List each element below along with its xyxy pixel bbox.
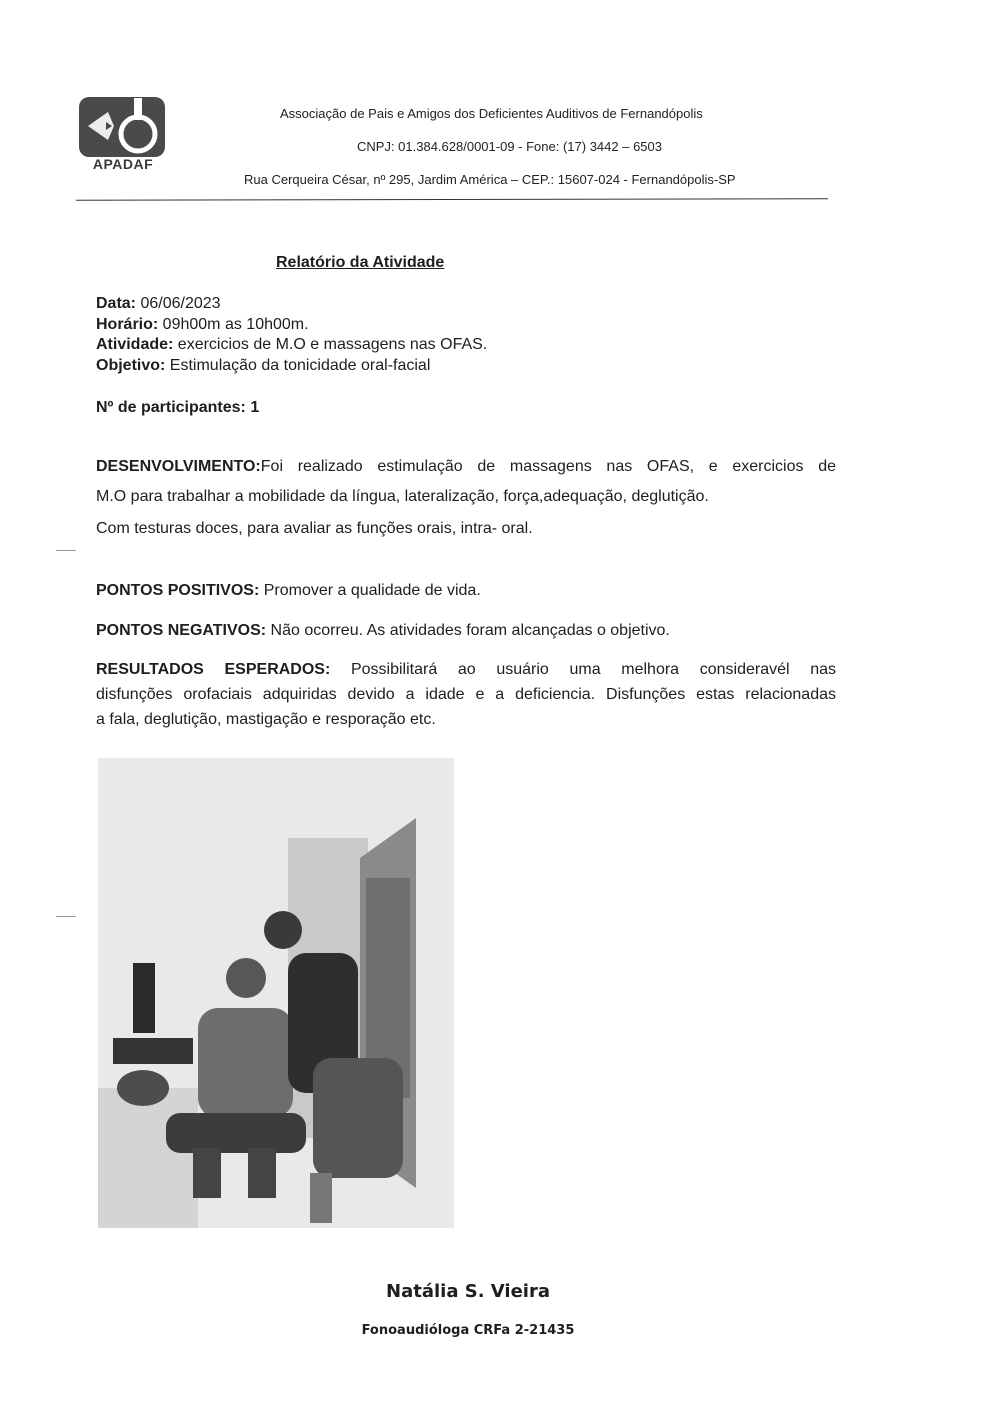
activity-label: Atividade: — [96, 336, 174, 353]
objective-line — [96, 356, 430, 376]
date-label: Data: — [96, 295, 137, 312]
org-name: Associação de Pais e Amigos dos Deficientes Auditivos de Fernandópolis — [280, 106, 703, 121]
time-line — [96, 315, 309, 335]
negative-line — [96, 622, 836, 640]
expected-text-2: disfunções orofaciais adquiridas devido a idade e a deficiencia. Disfunções estas relacionadas — [96, 686, 836, 703]
punch-mark — [56, 550, 76, 551]
negative-value: Não ocorreu. As atividades foram alcançadas o objetivo. — [266, 622, 670, 639]
activity-line — [96, 335, 487, 355]
expected-text-1: Possibilitará ao usuário uma melhora consideravél nas — [330, 661, 837, 678]
activity-value: exercicios de M.O e massagens nas OFAS. — [173, 336, 488, 353]
activity-photo — [98, 758, 454, 1228]
logo-text: APADAF — [92, 156, 154, 172]
expected-label: RESULTADOS ESPERADOS: — [96, 661, 331, 678]
development-label: DESENVOLVIMENTO: — [96, 458, 261, 475]
signature-role: Fonoaudióloga CRFa 2-21435 — [361, 1323, 575, 1338]
development-text-2: M.O para trabalhar a mobilidade da língua, lateralização, força,adequação, deglutição. — [96, 488, 709, 505]
development-text-1: Foi realizado estimulação de massagens nas OFAS, e exercicios de — [260, 458, 836, 475]
positive-value: Promover a qualidade de vida. — [259, 582, 481, 599]
development-line-1 — [96, 458, 836, 476]
development-text-3: Com testuras doces, para avaliar as funções orais, intra- oral. — [96, 520, 533, 537]
apadaf-logo — [78, 96, 168, 176]
expected-line-1 — [96, 661, 836, 679]
signature-name: Natália S. Vieira — [386, 1281, 550, 1302]
header-divider — [76, 198, 828, 201]
report-title: Relatório da Atividade — [276, 254, 445, 271]
positive-line — [96, 582, 836, 600]
org-address: Rua Cerqueira César, nº 295, Jardim América – CEP.: 15607-024 - Fernandópolis-SP — [244, 172, 736, 187]
time-label: Horário: — [96, 316, 159, 333]
date-value: 06/06/2023 — [136, 295, 221, 312]
punch-mark — [56, 916, 76, 917]
objective-value: Estimulação da tonicidade oral-facial — [165, 357, 431, 374]
expected-text-3: a fala, deglutição, mastigação e resporação etc. — [96, 711, 436, 728]
org-cnpj-phone: CNPJ: 01.384.628/0001-09 - Fone: (17) 3442 – 6503 — [357, 139, 662, 154]
positive-label: PONTOS POSITIVOS: — [96, 582, 260, 599]
date-line — [96, 294, 221, 314]
objective-label: Objetivo: — [96, 357, 166, 374]
negative-label: PONTOS NEGATIVOS: — [96, 622, 267, 639]
time-value: 09h00m as 10h00m. — [158, 316, 309, 333]
participants: Nº de participantes: 1 — [96, 399, 260, 416]
